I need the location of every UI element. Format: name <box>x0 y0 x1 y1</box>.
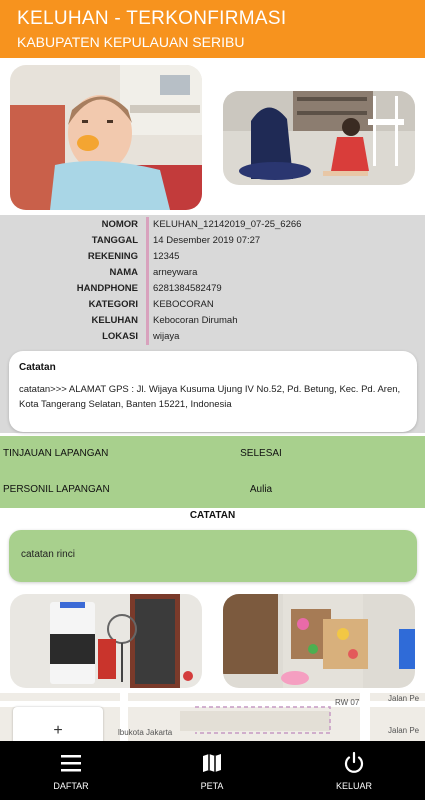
map-label-rw07: RW 07 <box>335 698 360 707</box>
detail-accent-bar <box>146 233 149 249</box>
detail-label: TANGGAL <box>91 235 138 246</box>
detail-accent-bar <box>146 265 149 281</box>
map-label-jalan-bottom: Jalan Pe <box>388 726 420 735</box>
detail-label: KATEGORI <box>88 299 138 310</box>
tinjauan-value: SELESAI <box>240 448 282 459</box>
detail-row-nama <box>0 265 425 281</box>
detail-label: LOKASI <box>102 331 138 342</box>
detail-row-lokasi <box>0 329 425 345</box>
detail-label: NAMA <box>109 267 138 278</box>
complaint-photo-4[interactable] <box>223 594 415 688</box>
detail-value: 14 Desember 2019 07:27 <box>153 235 261 246</box>
detail-row-rekening <box>0 249 425 265</box>
nav-daftar-label: DAFTAR <box>53 781 89 791</box>
complaint-photo-1[interactable] <box>10 65 202 210</box>
page-title: KELUHAN - TERKONFIRMASI <box>17 8 287 29</box>
detail-value: KEBOCORAN <box>153 299 214 310</box>
menu-icon <box>59 751 83 775</box>
detail-label: REKENING <box>87 251 138 262</box>
catatan-card-text: catatan rinci <box>21 549 75 560</box>
catatan-card <box>9 530 417 582</box>
detail-accent-bar <box>146 281 149 297</box>
detail-value: 12345 <box>153 251 180 262</box>
map-icon <box>200 751 224 775</box>
note-body: catatan>>> ALAMAT GPS : Jl. Wijaya Kusuma Ujung IV No.52, Pd. Betung, Kec. Pd. Aren, Kota Tangerang Selatan, Banten 15221, Indonesia <box>19 384 401 410</box>
nav-peta-label: PETA <box>200 781 224 791</box>
nav-keluar-label: KELUAR <box>335 781 372 791</box>
power-icon <box>342 751 366 775</box>
gps-note-card <box>9 351 417 432</box>
detail-value: KELUHAN_12142019_07-25_6266 <box>153 219 302 230</box>
nav-peta[interactable] <box>152 741 272 800</box>
nav-keluar[interactable] <box>294 741 414 800</box>
detail-row-keluhan <box>0 313 425 329</box>
page-subtitle: KABUPATEN KEPULAUAN SERIBU <box>17 34 245 50</box>
detail-label: HANDPHONE <box>76 283 138 294</box>
catatan-heading: CATATAN <box>189 510 236 521</box>
map-label-ibukota: lbukota Jakarta <box>118 728 173 737</box>
detail-value: Kebocoran Dirumah <box>153 315 238 326</box>
personil-label: PERSONIL LAPANGAN <box>3 484 110 495</box>
bottom-navigation <box>0 741 425 800</box>
app-header <box>0 0 425 58</box>
detail-value: wijaya <box>153 331 180 342</box>
tinjauan-label: TINJAUAN LAPANGAN <box>3 448 109 459</box>
detail-row-kategori <box>0 297 425 313</box>
complaint-photo-2[interactable] <box>223 91 415 185</box>
detail-label: KELUHAN <box>91 315 138 326</box>
note-title: Catatan <box>19 362 56 373</box>
personil-row <box>0 472 425 508</box>
detail-value: 6281384582479 <box>153 283 222 294</box>
detail-row-tanggal <box>0 233 425 249</box>
zoom-in-button[interactable]: + <box>13 707 103 747</box>
tinjauan-row <box>0 436 425 472</box>
detail-accent-bar <box>146 297 149 313</box>
complaint-photo-3[interactable] <box>10 594 202 688</box>
nav-daftar[interactable] <box>11 741 131 800</box>
detail-row-nomor <box>0 217 425 233</box>
detail-accent-bar <box>146 217 149 233</box>
detail-value: arneywara <box>153 267 198 278</box>
detail-accent-bar <box>146 313 149 329</box>
detail-label: NOMOR <box>101 219 138 230</box>
map-label-jalan-top: Jalan Pe <box>388 694 420 703</box>
personil-value: Aulia <box>249 484 273 495</box>
detail-accent-bar <box>146 329 149 345</box>
detail-row-handphone <box>0 281 425 297</box>
detail-accent-bar <box>146 249 149 265</box>
